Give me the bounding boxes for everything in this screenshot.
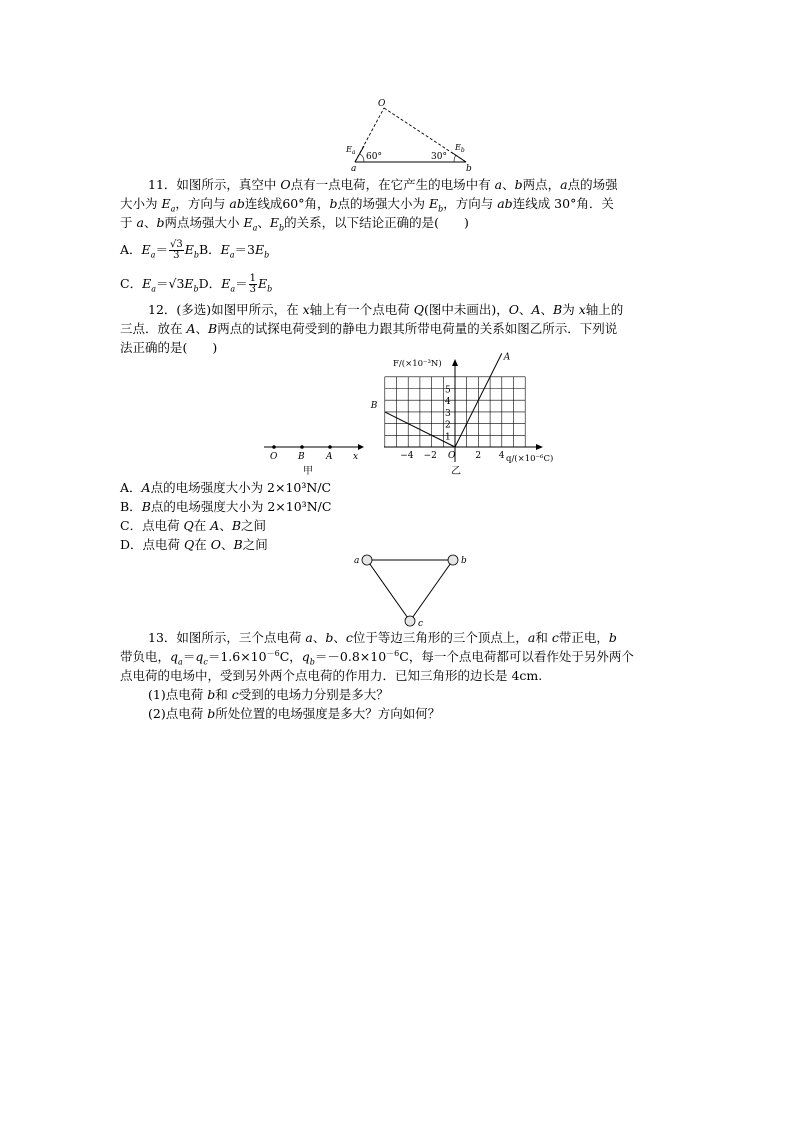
q13-line3: 点电荷的电场中，受到另外两个点电荷的作用力．已知三角形的边长是 4cm. [120,668,543,683]
x-tick-label: −2 [423,451,437,461]
point-O [272,445,276,449]
label-Ea: $E_a$ [346,145,356,156]
y-tick-label: 2 [445,420,451,431]
label-jia-A: A [326,452,333,462]
label-b: b [466,164,472,174]
x-tick-label: −4 [400,451,414,461]
q12-line3: 法正确的是( ) [120,340,218,355]
q12-option-B: B．B点的电场强度大小为 2×10³N/C [120,499,332,514]
charge-a [362,555,372,565]
q12-option-A: A．A点的电场强度大小为 2×10³N/C [120,480,332,495]
label-Eb: $E_b$ [455,143,465,154]
q13-sub2: (2)点电荷 b所处位置的电场强度是多大？方向如何？ [148,706,441,721]
q11-line1: 11．如图所示，真空中 O点有一点电荷，在它产生的电场中有 a、b两点，a点的场强 [148,177,618,192]
angle-30: 30° [431,152,447,162]
arrow-Ea [355,146,364,162]
label-jia-B: B [298,452,305,462]
x-axis-label: q/(×10⁻⁶C) [506,454,554,464]
angle-arc-a [360,154,364,162]
edge-bc [410,560,453,621]
chart-F-vs-q [360,352,570,480]
figure-field-triangle [340,96,480,174]
charge-c [405,616,415,626]
q13-sub1: (1)点电荷 b和 c受到的电场力分别是多大？ [148,687,389,702]
x-tick-label: 2 [475,451,482,461]
label-jia-x: x [353,452,359,462]
label-charge-b: b [461,556,467,566]
q11-line2: 大小为 $E_a$，方向与 ab连线成60°角，b点的场强大小为 $E_b$，方向与 ab连线成 30°角．关 [120,196,614,214]
q11-options-AB: A．$E_a=$ $\frac{√3}{3}$ $E_bB$．$E_a=3E_b$ [120,239,270,261]
x-tick-label: 4 [498,451,505,461]
q13-line2: 带负电，$q_a=q_c=1.6\times 10^{-6}C$，$q_b=-0.8\times 10^{-6}C$，每一个点电荷都可以看作处于另外两个 [120,648,634,667]
figure-charges-triangle [348,548,472,632]
q12-option-D: D．点电荷 Q在 O、B之间 [120,537,268,552]
point-B [300,445,304,449]
q11-options-CD: C．$E_a=√3E_bD$．$E_a=$ $\frac{1}{3}$ $E_b$ [120,273,273,295]
series-label-B: B [370,400,378,411]
x-axis-arrow [536,444,543,450]
series-label-A: A [503,352,511,363]
y-tick-label: 3 [445,408,451,419]
angle-60: 60° [366,152,382,162]
angle-arc-b [454,155,456,162]
figure-jia-axis [260,436,370,480]
q12-line2: 三点．放在 A、B两点的试探电荷受到的静电力跟其所带电荷量的关系如图乙所示．下列说 [120,321,618,336]
label-charge-c: c [418,619,424,629]
caption-yi: 乙 [451,466,461,477]
label-O: O [378,99,386,109]
y-axis-arrow [452,359,458,366]
charge-b [448,555,458,565]
y-axis-label: F/(×10⁻³N) [393,359,442,369]
y-tick-label: 5 [445,385,451,396]
q12-line1: 12．(多选)如图甲所示，在 x轴上有一个点电荷 Q(图中未画出)，O、A、B为 x轴上的 [148,302,624,317]
point-A [328,445,332,449]
label-charge-a: a [354,556,360,566]
y-tick-label: 1 [445,432,451,443]
q13-line1: 13．如图所示，三个点电荷 a、b、c位于等边三角形的三个顶点上，a和 c带正电，b [148,630,617,645]
label-jia-O: O [270,452,278,462]
q12-option-C: C．点电荷 Q在 A、B之间 [120,518,267,533]
q11-line3: 于 a、b两点场强大小 $E_a$、$E_b$的关系，以下结论正确的是( ) [120,215,469,233]
y-tick-label: 4 [445,397,451,408]
edge-ac [367,560,410,621]
x-tick-label: O [448,451,456,461]
caption-jia: 甲 [303,466,313,477]
label-a: a [351,164,357,174]
